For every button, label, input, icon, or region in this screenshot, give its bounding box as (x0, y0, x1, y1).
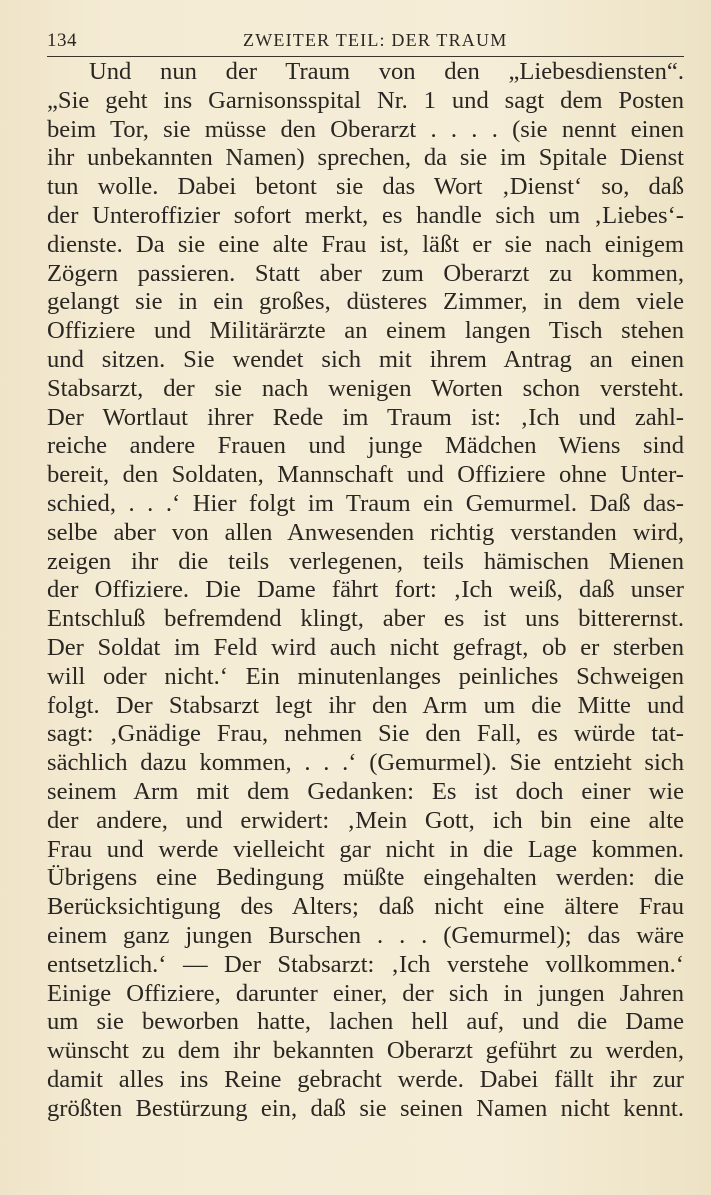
text-line: der Offiziere. Die Dame fährt fort: ‚Ich weiß, daß unser (47, 576, 684, 604)
text-line: Entschluß befremdend klingt, aber es ist uns bitterernst. (47, 605, 684, 633)
text-line: Der Wortlaut ihrer Rede im Traum ist: ‚Ich und zahl- (47, 403, 684, 431)
text-line: größten Bestürzung ein, daß sie seinen Namen nicht kennt. (47, 1094, 684, 1122)
text-line: sagt: ‚Gnädige Frau, nehmen Sie den Fall, es würde tat- (47, 720, 684, 748)
text-line: will oder nicht.‘ Ein minutenlanges peinliches Schweigen (47, 662, 684, 690)
text-line: Einige Offiziere, darunter einer, der sich in jungen Jahren (47, 979, 684, 1007)
text-line: um sie beworben hatte, lachen hell auf, und die Dame (47, 1008, 684, 1036)
page-header (47, 30, 684, 54)
text-line: Der Soldat im Feld wird auch nicht gefragt, ob er sterben (47, 633, 684, 661)
text-line: seinem Arm mit dem Gedanken: Es ist doch einer wie (47, 777, 684, 805)
text-line: „Sie geht ins Garnisonsspital Nr. 1 und sagt dem Posten (47, 86, 684, 114)
page-number: 134 (47, 30, 77, 51)
text-line: gelangt sie in ein großes, düsteres Zimmer, in dem viele (47, 288, 684, 316)
text-line: Frau und werde vielleicht gar nicht in die Lage kommen. (47, 835, 684, 863)
text-line: tun wolle. Dabei betont sie das Wort ‚Dienst‘ so, daß (47, 173, 684, 201)
text-line: der Unteroffizier sofort merkt, es handle sich um ‚Liebes‘- (47, 201, 684, 229)
text-line: ihr unbekannten Namen) sprechen, da sie im Spitale Dienst (47, 144, 684, 172)
text-line: der andere, und erwidert: ‚Mein Gott, ich bin eine alte (47, 806, 684, 834)
text-line: beim Tor, sie müsse den Oberarzt . . . . (sie nennt einen (47, 115, 684, 143)
text-line: reiche andere Frauen und junge Mädchen Wiens sind (47, 432, 684, 460)
text-line: schied, . . .‘ Hier folgt im Traum ein Gemurmel. Daß das- (47, 489, 684, 517)
text-line: bereit, den Soldaten, Mannschaft und Offiziere ohne Unter- (47, 461, 684, 489)
text-line: wünscht zu dem ihr bekannten Oberarzt geführt zu werden, (47, 1037, 684, 1065)
text-line: entsetzlich.‘ — Der Stabsarzt: ‚Ich verstehe vollkommen.‘ (47, 950, 684, 978)
text-line: und sitzen. Sie wendet sich mit ihrem Antrag an einen (47, 345, 684, 373)
text-line: Stabsarzt, der sie nach wenigen Worten schon versteht. (47, 374, 684, 402)
running-head: ZWEITER TEIL: DER TRAUM (243, 30, 508, 50)
text-line: einem ganz jungen Burschen . . . (Gemurmel); das wäre (47, 921, 684, 949)
text-line: Und nun der Traum von den „Liebesdiensten“. (89, 58, 684, 85)
text-line: zeigen ihr die teils verlegenen, teils hämischen Mienen (47, 547, 684, 575)
text-line: Zögern passieren. Statt aber zum Oberarzt zu kommen, (47, 259, 684, 287)
text-line: Berücksichtigung des Alters; daß nicht eine ältere Frau (47, 893, 684, 921)
text-line: dienste. Da sie eine alte Frau ist, läßt er sie nach einigem (47, 230, 684, 258)
text-line: selbe aber von allen Anwesenden richtig verstanden wird, (47, 518, 684, 546)
header-rule (47, 56, 684, 57)
text-line: damit alles ins Reine gebracht werde. Dabei fällt ihr zur (47, 1065, 684, 1093)
text-line: folgt. Der Stabsarzt legt ihr den Arm um die Mitte und (47, 691, 684, 719)
body-text (47, 58, 684, 1123)
text-line: sächlich dazu kommen, . . .‘ (Gemurmel). Sie entzieht sich (47, 749, 684, 777)
text-line: Übrigens eine Bedingung müßte eingehalten werden: die (47, 864, 684, 892)
text-line: Offiziere und Militärärzte an einem langen Tisch stehen (47, 317, 684, 345)
